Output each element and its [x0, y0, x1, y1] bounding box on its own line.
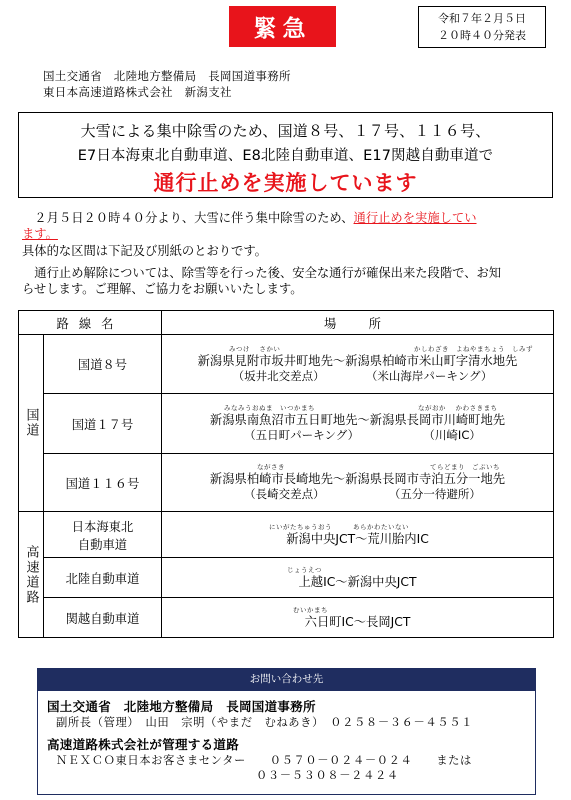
issuer-nexco: 東日本高速道路株式会社 新潟支社: [43, 85, 232, 99]
ruby-line: [162, 463, 553, 472]
table-row: [19, 454, 554, 512]
place-main: 上越IC～新潟中央JCT: [298, 574, 417, 589]
place-sub-left: （五日町パーキング）: [244, 428, 360, 442]
ruby-right: てらどまり ごぶいち: [430, 463, 500, 471]
ruby-left: じょうえつ: [287, 565, 322, 574]
group-national: [19, 335, 44, 512]
contact-box: [37, 690, 536, 795]
place-sub-left: （坂井北交差点）: [232, 368, 325, 383]
place-sub: [162, 487, 553, 502]
issue-date: [418, 6, 546, 48]
ruby-right: ながおか かわさきまち: [418, 404, 498, 412]
group-expressway: [19, 512, 44, 638]
route-name-line1: 日本海東北: [71, 519, 134, 534]
route-cell: [44, 512, 162, 558]
header-place: 場 所: [162, 311, 554, 335]
group-national-label: 国道: [23, 408, 39, 438]
issuer-mlit: 国土交通省 北陸地方整備局 長岡国道事務所: [43, 69, 291, 83]
place-main: 新潟県柏崎市長崎地先～新潟県長岡市寺泊五分一地先: [209, 472, 506, 486]
table-row: [19, 335, 554, 394]
route-cell: 国道１７号: [44, 394, 162, 454]
notice-p1-text: ２月５日２０時４０分より、大雪に伴う集中除雪のため、: [22, 211, 354, 225]
ruby-line: [162, 523, 553, 532]
place-cell: [162, 394, 554, 454]
place-cell: [162, 512, 554, 558]
place-cell: [162, 454, 554, 512]
place-cell: [162, 335, 554, 394]
contact-header: お問い合わせ先: [37, 668, 536, 690]
place-sub: [162, 428, 553, 443]
table-row: [19, 558, 554, 598]
ruby-line: [162, 566, 553, 575]
route-cell: 国道８号: [44, 335, 162, 394]
ruby-left: みなみうおぬま いつかまち: [224, 404, 315, 412]
place-main: 新潟県南魚沼市五日町地先～新潟県長岡市川崎町地先: [209, 413, 506, 427]
table-row: [19, 512, 554, 558]
place-main: 新潟中央JCT～荒川胎内IC: [286, 531, 429, 546]
notice-p1-highlight-b: ます。: [22, 227, 58, 241]
route-cell: 関越自動車道: [44, 598, 162, 638]
table-header-row: [19, 311, 554, 335]
ruby-left: みつけ さかい: [229, 344, 281, 353]
route-name-line2: 自動車道: [77, 537, 128, 552]
table-row: [19, 394, 554, 454]
headline-line1: 大雪による集中除雪のため、国道８号、１７号、１１６号、: [80, 122, 491, 140]
contact-org-expressway: 高速道路株式会社が管理する道路: [47, 737, 240, 752]
ruby-line: [162, 404, 553, 413]
place-sub: [162, 369, 553, 384]
ruby-left: ながさき: [257, 463, 285, 471]
contact-person: 副所長（管理） 山田 宗明（やまだ むねあき） ０２５８－３６－４５５１: [56, 716, 473, 729]
headline-box: [18, 112, 553, 198]
group-expressway-label: 高速道路: [23, 544, 39, 605]
contact-nexco-line1: ＮＥＸＣＯ東日本お客さまセンター ０５７０－０２４－０２４ または: [56, 754, 472, 767]
ruby-line: [162, 345, 553, 354]
ruby-right: かしわざき よねやまちょう しみず: [414, 344, 533, 353]
place-cell: [162, 558, 554, 598]
place-sub-right: （米山海岸パーキング）: [365, 368, 493, 383]
place-sub-right: （五分一待避所）: [388, 487, 481, 501]
contact-nexco-line2: ０３－５３０８－２４２４: [256, 769, 399, 782]
place-sub-left: （長崎交差点）: [244, 487, 325, 501]
notice-p3-line2: らせします。ご理解、ご協力をお願いいたします。: [22, 282, 303, 296]
ruby-line: [162, 606, 553, 615]
issue-date-line1: 令和７年２月５日: [438, 12, 526, 25]
place-main: 六日町IC～長岡JCT: [304, 614, 411, 629]
notice-paragraph-3: [22, 265, 552, 297]
notice-paragraph-2: 具体的な区間は下記及び別紙のとおりです。: [22, 244, 267, 258]
header-route: 路線名: [19, 311, 162, 335]
ruby-left: むいかまち: [293, 605, 328, 614]
ruby-left: にいがたちゅうおう あらかわたいない: [269, 522, 409, 531]
place-sub-right: （川崎IC）: [423, 428, 481, 442]
urgent-badge: 緊急: [229, 6, 336, 47]
closure-table: [18, 310, 554, 638]
place-cell: [162, 598, 554, 638]
route-cell: 国道１１６号: [44, 454, 162, 512]
notice-p3-line1: 通行止め解除については、除雪等を行った後、安全な通行が確保出来た段階で、お知: [22, 266, 502, 280]
place-main: 新潟県見附市坂井町地先～新潟県柏崎市米山町字清水地先: [197, 353, 518, 368]
contact-org-mlit: 国土交通省 北陸地方整備局 長岡国道事務所: [47, 699, 316, 714]
notice-paragraph-1: [22, 210, 552, 242]
table-row: [19, 598, 554, 638]
headline-line3: 通行止めを実施しています: [153, 171, 418, 195]
issue-date-line2: ２０時４０分発表: [438, 29, 526, 42]
route-cell: 北陸自動車道: [44, 558, 162, 598]
notice-p1-highlight-a: 通行止めを実施してい: [353, 211, 477, 225]
headline-line2: E7日本海東北自動車道、E8北陸自動車道、E17関越自動車道で: [77, 148, 494, 164]
